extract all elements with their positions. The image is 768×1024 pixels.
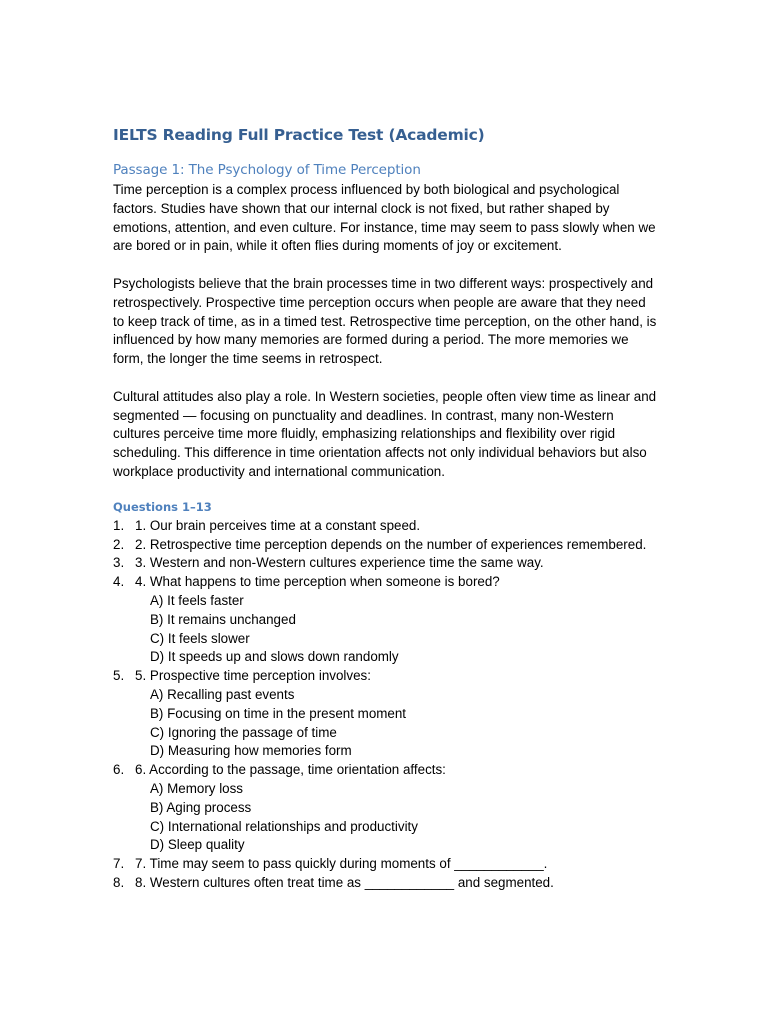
questions-heading: Questions 1–13 [113,499,212,514]
passage-paragraph: Time perception is a complex process influenced by both biological and psychological factors. Studies have shown that our internal clock is not fixed, but rather shaped by emotions, attention, and even culture. For instance, time may seem to pass slowly when we are bored or in pain, while it often flies during moments of joy or excitement. [113,182,656,254]
question-item [113,517,658,536]
question-item [113,536,658,555]
passage-body [113,181,658,482]
question-item [113,573,658,667]
document-page [113,122,658,893]
question-text: 6. According to the passage, time orientation affects: [135,762,446,778]
document-title: IELTS Reading Full Practice Test (Academic) [113,126,485,144]
answer-option: D) It speeds up and slows down randomly [150,649,399,665]
answer-option: D) Measuring how memories form [150,743,352,759]
passage-paragraph: Cultural attitudes also play a role. In Western societies, people often view time as linear and segmented — focusing on punctuality and deadlines. In contrast, many non-Western cultures perceive time more fluidly, emphasizing relationships and flexibility over rigid scheduling. This difference in time orientation affects not only individual behaviors but also workplace productivity and international communication. [113,388,657,479]
question-item [113,667,658,761]
question-text: 2. Retrospective time perception depends on the number of experiences remembered. [135,536,647,552]
question-number: 8. [113,874,125,890]
answer-option: B) Aging process [150,799,252,815]
answer-options [135,686,658,761]
answer-option: D) Sleep quality [150,837,245,853]
answer-option: A) It feels faster [150,592,244,608]
question-number: 6. [113,762,125,778]
question-text: 5. Prospective time perception involves: [135,668,371,684]
answer-option: A) Memory loss [150,780,244,796]
question-item [113,761,658,855]
answer-option: C) It feels slower [150,630,250,646]
question-item [113,874,658,893]
answer-options [135,780,658,855]
question-item [113,855,658,874]
questions-list [113,517,658,893]
question-number: 7. [113,856,125,872]
answer-option: C) Ignoring the passage of time [150,724,337,740]
question-text: 7. Time may seem to pass quickly during moments of ____________. [135,856,548,872]
question-number: 3. [113,555,125,571]
question-text: 1. Our brain perceives time at a constant speed. [135,517,421,533]
question-item [113,554,658,573]
question-text: 8. Western cultures often treat time as ____________ and segmented. [135,874,554,890]
question-number: 2. [113,536,125,552]
answer-option: C) International relationships and productivity [150,818,418,834]
passage-title: Passage 1: The Psychology of Time Perception [113,162,421,178]
question-number: 1. [113,517,125,533]
passage-paragraph: Psychologists believe that the brain processes time in two different ways: prospectively and retrospectively. Prospective time perception occurs when people are aware that they need to keep track of time, as in a timed test. Retrospective time perception, on the other hand, is influenced by how many memories are formed during a period. The more memories we form, the longer the time seems in retrospect. [113,275,657,367]
answer-option: A) Recalling past events [150,686,295,702]
question-number: 4. [113,574,125,590]
question-number: 5. [113,668,125,684]
answer-option: B) It remains unchanged [150,611,296,627]
question-text: 4. What happens to time perception when someone is bored? [135,574,500,590]
answer-option: B) Focusing on time in the present moment [150,705,407,721]
question-text: 3. Western and non-Western cultures experience time the same way. [135,555,544,571]
answer-options [135,592,658,667]
